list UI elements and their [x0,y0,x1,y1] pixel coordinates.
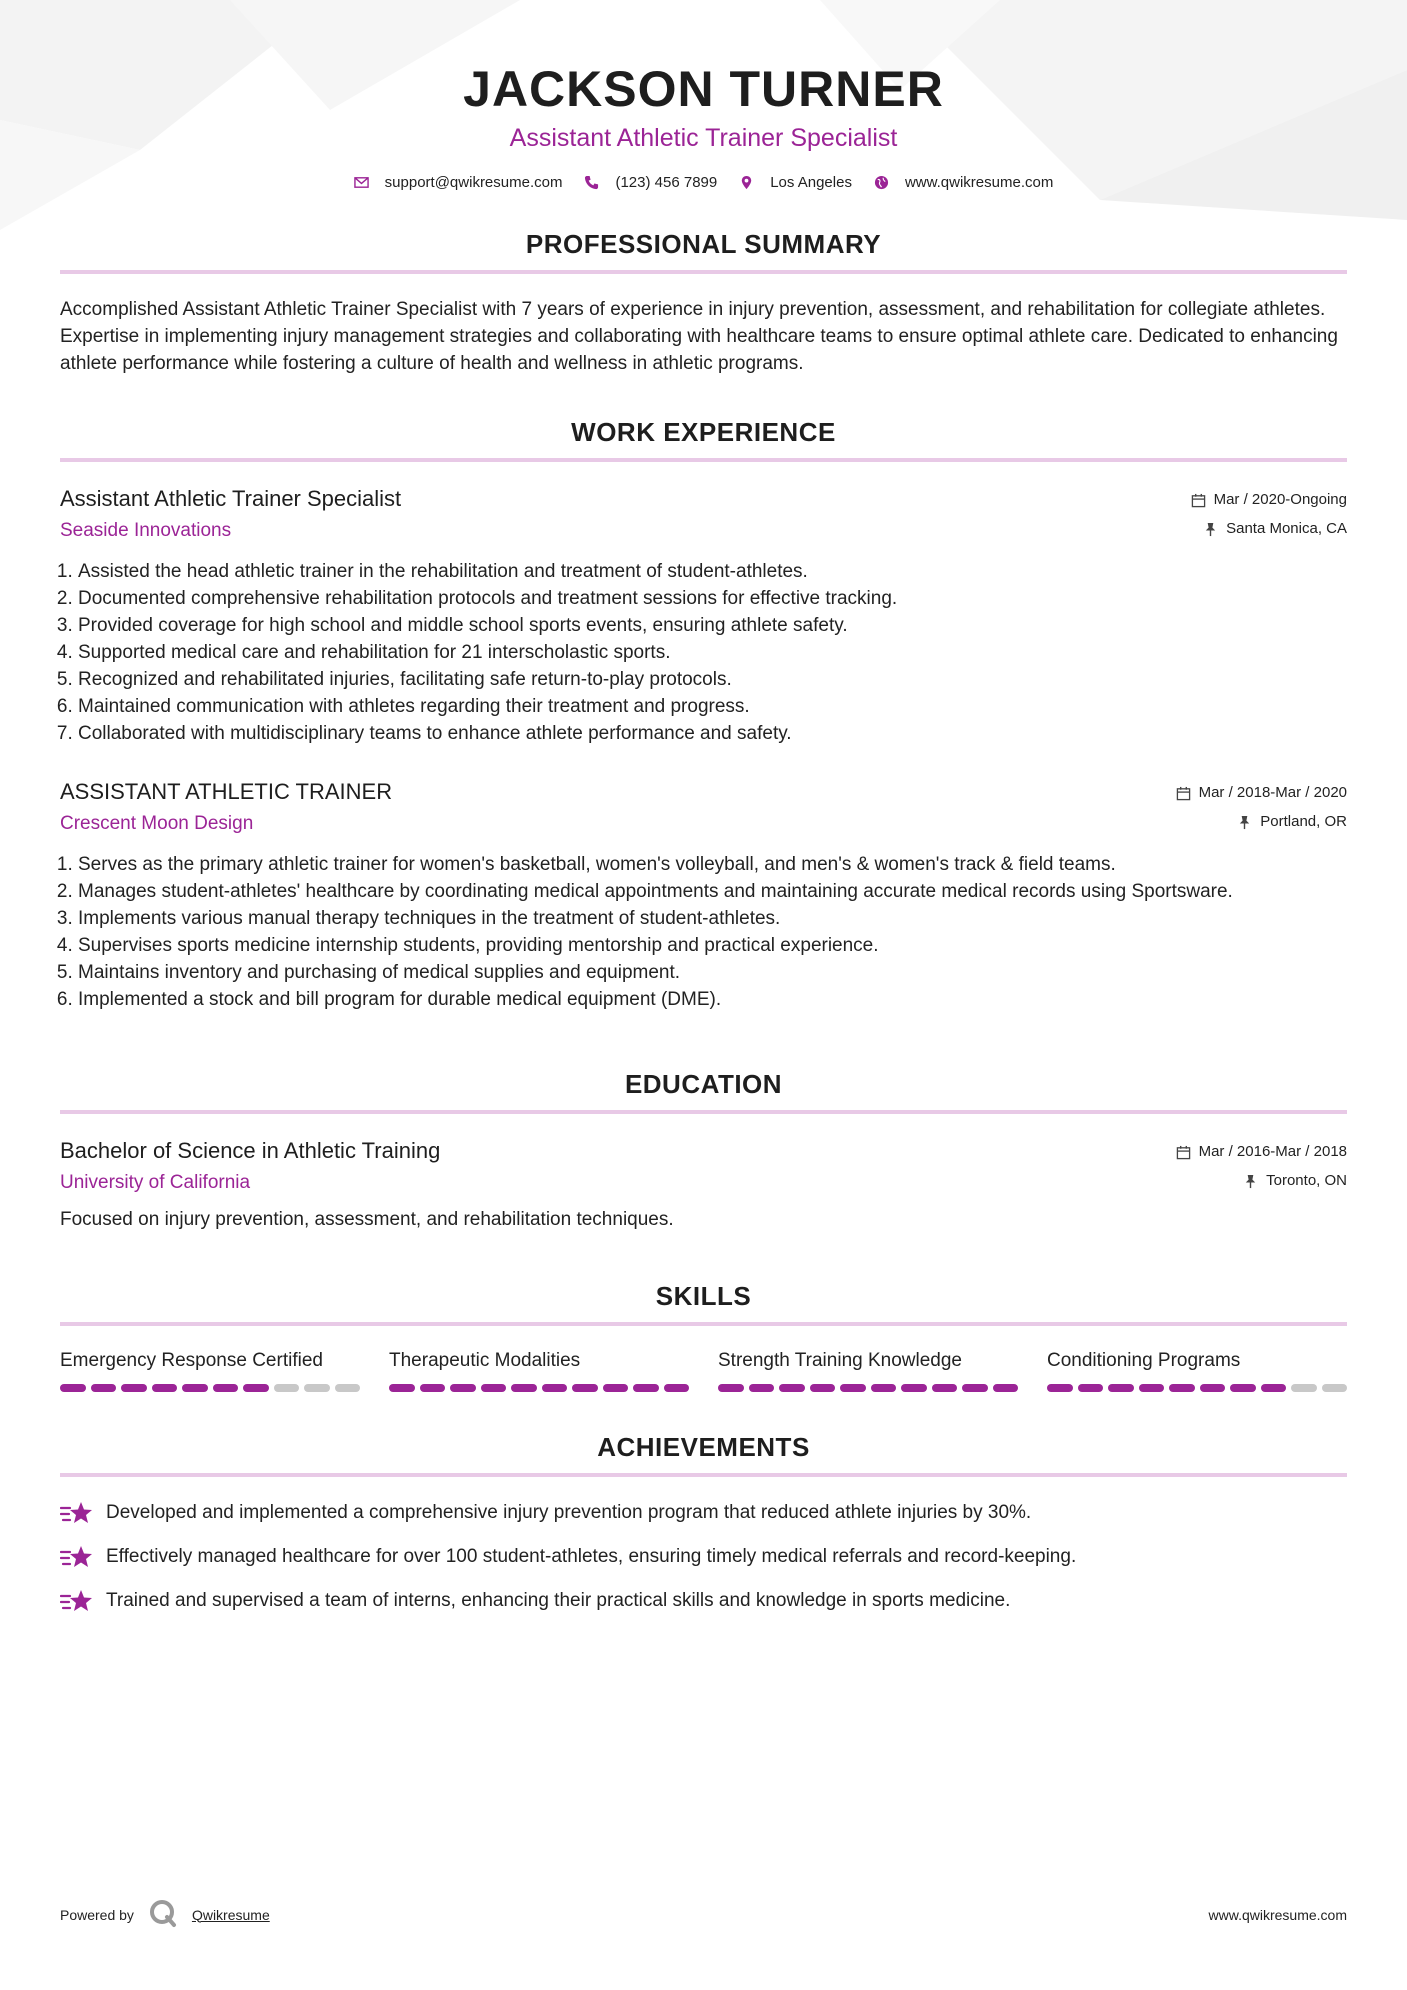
experience-heading: WORK EXPERIENCE [60,417,1347,462]
skill-item [718,1348,1018,1392]
list-item: 6. Maintained communication with athletes regarding their treatment and progress. [78,693,1347,720]
skill-item [1047,1348,1347,1392]
skill-name: Emergency Response Certified [60,1350,323,1371]
skill-segment-filled [962,1384,988,1392]
achievement-text: Effectively managed healthcare for over 100 student-athletes, ensuring timely medical referrals and record-keeping. [106,1546,1077,1567]
skill-segment-filled [60,1384,86,1392]
skill-segment-filled [511,1384,537,1392]
list-item: 5. Maintains inventory and purchasing of medical supplies and equipment. [78,959,1347,986]
skill-name: Conditioning Programs [1047,1350,1241,1371]
achievement-text: Trained and supervised a team of interns, enhancing their practical skills and knowledge in sports medicine. [106,1590,1011,1611]
job-title: ASSISTANT ATHLETIC TRAINER [60,779,393,804]
list-item [60,1587,1347,1615]
calendar-icon [1176,786,1191,801]
list-item: 5. Recognized and rehabilitated injuries, facilitating safe return-to-play protocols. [78,666,1347,693]
skill-segment-filled [91,1384,117,1392]
job-entry [60,484,1347,747]
summary-section [60,229,1347,377]
resume-header [60,0,1347,191]
achievements-list [60,1499,1347,1615]
shooting-star-icon [60,1544,94,1570]
qwikresume-link[interactable]: Qwikresume [191,1906,270,1923]
education-location: Toronto, ON [1266,1172,1347,1189]
contact-website-text: www.qwikresume.com [904,174,1054,191]
skill-segment-filled [121,1384,147,1392]
skill-segment-filled [1047,1384,1073,1392]
calendar-icon [1191,493,1206,508]
contact-email-text: support@qwikresume.com [384,174,563,191]
contact-location-text: Los Angeles [770,174,852,191]
skill-segment-filled [749,1384,775,1392]
skill-segment-filled [1200,1384,1226,1392]
skill-segment-empty [1322,1384,1348,1392]
pin-icon [1243,1174,1258,1189]
job-location: Santa Monica, CA [1226,520,1347,537]
contact-email[interactable] [354,174,563,191]
list-item: 2. Documented comprehensive rehabilitation protocols and treatment sessions for effective tracking. [78,585,1347,612]
candidate-title: Assistant Athletic Trainer Specialist [509,124,898,152]
calendar-icon [1176,1145,1191,1160]
degree-title: Bachelor of Science in Athletic Training [60,1138,441,1163]
skill-segment-filled [389,1384,415,1392]
skill-segment-filled [840,1384,866,1392]
list-item: 4. Supported medical care and rehabilitation for 21 interscholastic sports. [78,639,1347,666]
shooting-star-icon [60,1500,94,1526]
skill-segment-filled [481,1384,507,1392]
summary-heading: PROFESSIONAL SUMMARY [60,229,1347,274]
skill-rating-bar [389,1384,689,1392]
skill-segment-filled [810,1384,836,1392]
summary-text: Accomplished Assistant Athletic Trainer Specialist with 7 years of experience in injury prevention, assessment, and rehabilitation for collegiate athletes. Expertise in implementing injury management strategies and collaborating with healthcare teams to ensure optimal athlete care. Dedicated to enhancing athlete performance while fostering a culture of health and wellness in athletic programs. [60,299,1338,374]
skills-section [60,1281,1347,1392]
list-item: 3. Provided coverage for high school and middle school sports events, ensuring athlete safety. [78,612,1347,639]
skill-name: Strength Training Knowledge [718,1350,962,1371]
skill-segment-empty [335,1384,361,1392]
candidate-name: JACKSON TURNER [463,61,944,117]
pin-icon [1237,815,1252,830]
education-dates: Mar / 2016-Mar / 2018 [1198,1143,1347,1160]
skill-segment-filled [633,1384,659,1392]
skill-segment-filled [901,1384,927,1392]
skill-segment-filled [152,1384,178,1392]
job-duties [60,851,1347,1013]
contact-phone[interactable] [584,174,717,191]
list-item: 1. Assisted the head athletic trainer in the rehabilitation and treatment of student-athletes. [78,558,1347,585]
skill-segment-filled [1261,1384,1287,1392]
skill-segment-empty [274,1384,300,1392]
skill-rating-bar [60,1384,360,1392]
skill-segment-filled [1139,1384,1165,1392]
job-entry [60,777,1347,1013]
page-footer [60,1898,1347,1931]
skill-segment-filled [182,1384,208,1392]
globe-icon [874,175,889,190]
skill-segment-filled [542,1384,568,1392]
list-item: 6. Implemented a stock and bill program for durable medical equipment (DME). [78,986,1347,1013]
skills-heading: SKILLS [60,1281,1347,1326]
job-dates: Mar / 2018-Mar / 2020 [1198,784,1347,801]
pin-icon [1203,522,1218,537]
school-name: University of California [60,1172,251,1193]
contact-location [739,174,852,191]
contact-phone-text: (123) 456 7899 [615,174,718,191]
powered-by [60,1898,270,1931]
list-item [60,1543,1347,1571]
job-dates: Mar / 2020-Ongoing [1213,491,1347,508]
list-item [60,1499,1347,1527]
contact-website[interactable] [874,174,1053,191]
education-heading: EDUCATION [60,1069,1347,1114]
skill-segment-empty [304,1384,330,1392]
qwikresume-logo-icon [148,1898,178,1931]
achievements-section [60,1432,1347,1615]
map-marker-icon [739,175,754,190]
skill-name: Therapeutic Modalities [389,1350,581,1371]
skill-segment-filled [420,1384,446,1392]
skill-segment-filled [871,1384,897,1392]
footer-website[interactable]: www.qwikresume.com [1208,1906,1347,1923]
skill-segment-filled [1230,1384,1256,1392]
experience-section [60,417,1347,1013]
envelope-icon [354,175,369,190]
skill-segment-filled [1169,1384,1195,1392]
shooting-star-icon [60,1588,94,1614]
skill-segment-filled [243,1384,269,1392]
list-item: 1. Serves as the primary athletic trainer for women's basketball, women's volleyball, and men's & women's track & field teams. [78,851,1347,878]
job-location: Portland, OR [1260,813,1347,830]
job-title: Assistant Athletic Trainer Specialist [60,486,402,511]
achievement-text: Developed and implemented a comprehensive injury prevention program that reduced athlete injuries by 30%. [106,1502,1032,1523]
skill-segment-filled [664,1384,690,1392]
skill-item [389,1348,689,1392]
skill-rating-bar [1047,1384,1347,1392]
skill-segment-filled [603,1384,629,1392]
education-description: Focused on injury prevention, assessment, and rehabilitation techniques. [60,1209,674,1230]
job-duties [60,558,1347,747]
phone-icon [584,175,599,190]
skill-segment-filled [1108,1384,1134,1392]
skill-segment-empty [1291,1384,1317,1392]
achievements-heading: ACHIEVEMENTS [60,1432,1347,1477]
skills-list [60,1348,1347,1392]
education-section [60,1069,1347,1233]
list-item: 4. Supervises sports medicine internship students, providing mentorship and practical experience. [78,932,1347,959]
skill-segment-filled [1078,1384,1104,1392]
skill-segment-filled [779,1384,805,1392]
skill-segment-filled [450,1384,476,1392]
list-item: 3. Implements various manual therapy techniques in the treatment of student-athletes. [78,905,1347,932]
job-company: Crescent Moon Design [60,813,254,834]
job-company: Seaside Innovations [60,520,232,541]
skill-segment-filled [993,1384,1019,1392]
contact-bar [60,174,1347,191]
education-entry [60,1136,1347,1233]
list-item: 7. Collaborated with multidisciplinary teams to enhance athlete performance and safety. [78,720,1347,747]
powered-by-label: Powered by [60,1906,134,1923]
skill-segment-filled [213,1384,239,1392]
skill-segment-filled [718,1384,744,1392]
skill-segment-filled [932,1384,958,1392]
skill-segment-filled [572,1384,598,1392]
skill-item [60,1348,360,1392]
skill-rating-bar [718,1384,1018,1392]
list-item: 2. Manages student-athletes' healthcare by coordinating medical appointments and maintaining accurate medical records using Sportsware. [78,878,1347,905]
